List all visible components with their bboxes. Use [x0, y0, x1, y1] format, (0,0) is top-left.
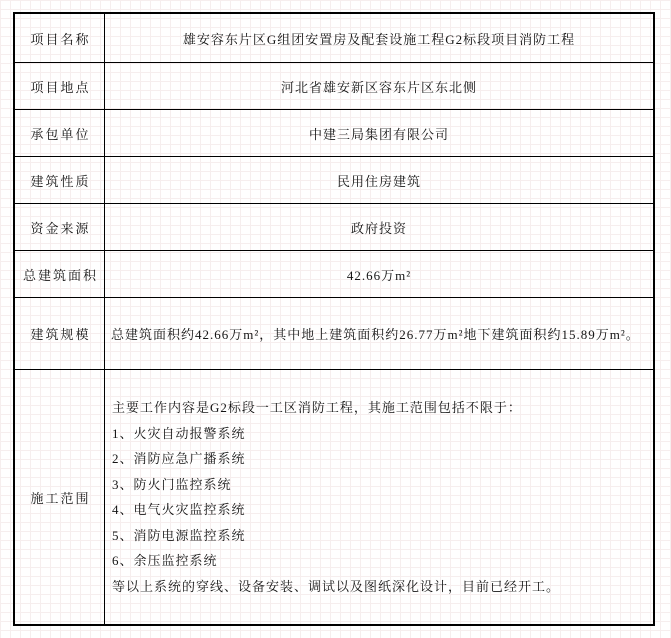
table-row-project-name — [15, 14, 653, 63]
table-row-construction-scope — [15, 370, 653, 624]
row-label: 建筑性质 — [15, 157, 105, 203]
table-row-funding-source — [15, 204, 653, 251]
row-value: 总建筑面积约42.66万m²，其中地上建筑面积约26.77万m²地下建筑面积约15.89万m²。 — [111, 327, 640, 342]
row-label: 承包单位 — [15, 110, 105, 156]
row-label: 资金来源 — [15, 204, 105, 250]
row-value: 河北省雄安新区容东片区东北侧 — [280, 79, 477, 95]
row-value: 中建三局集团有限公司 — [308, 126, 449, 142]
row-label: 施工范围 — [15, 370, 105, 624]
scope-line: 4、电气火灾监控系统 — [112, 502, 246, 517]
table-row-contractor — [15, 110, 653, 157]
scope-line: 1、火灾自动报警系统 — [112, 425, 246, 441]
scope-line: 5、消防电源监控系统 — [112, 527, 246, 543]
row-label: 项目地点 — [15, 63, 105, 109]
row-value: 民用住房建筑 — [336, 173, 421, 189]
scope-line: 3、防火门监控系统 — [112, 476, 232, 492]
row-value: 42.66万m² — [346, 267, 412, 283]
scope-line: 等以上系统的穿线、设备安装、调试以及图纸深化设计，目前已经开工。 — [112, 578, 561, 594]
row-label: 项目名称 — [15, 14, 105, 62]
scope-line: 6、余压监控系统 — [112, 553, 218, 568]
table-row-total-area — [15, 251, 653, 298]
table-row-building-nature — [15, 157, 653, 204]
project-info-table — [13, 12, 655, 626]
row-label: 总建筑面积 — [15, 251, 105, 297]
scope-content — [105, 370, 653, 624]
table-row-project-location — [15, 63, 653, 110]
scope-line: 主要工作内容是G2标段一工区消防工程，其施工范围包括不限于： — [112, 400, 522, 415]
row-value: 雄安容东片区G组团安置房及配套设施工程G2标段项目消防工程 — [182, 31, 576, 47]
row-value: 政府投资 — [350, 220, 407, 236]
row-label: 建筑规模 — [15, 298, 105, 369]
table-row-building-scale — [15, 298, 653, 370]
scope-line: 2、消防应急广播系统 — [112, 451, 246, 466]
